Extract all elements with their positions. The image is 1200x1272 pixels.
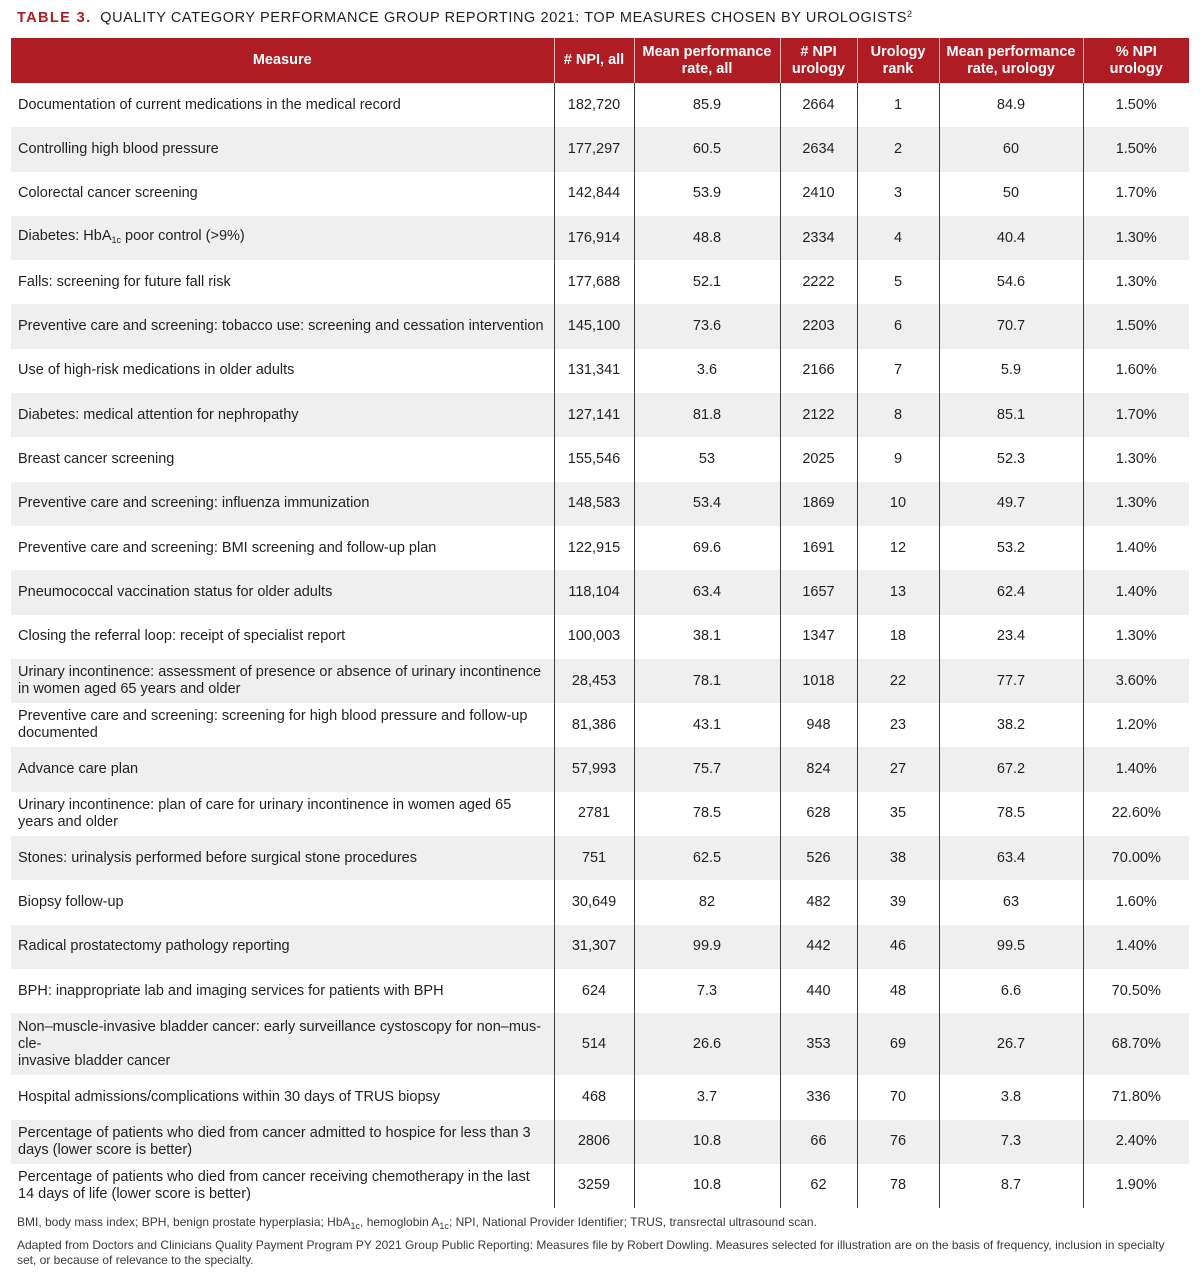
cell-rank: 48 <box>857 969 939 1013</box>
cell-npi-all: 145,100 <box>554 304 634 348</box>
cell-mean-all: 63.4 <box>634 570 780 614</box>
cell-pct-urology: 71.80% <box>1083 1075 1189 1119</box>
cell-pct-urology: 3.60% <box>1083 659 1189 703</box>
table-caption <box>100 10 912 26</box>
table-row <box>11 304 1189 348</box>
cell-mean-urology: 52.3 <box>939 437 1083 481</box>
cell-npi-all: 100,003 <box>554 615 634 659</box>
cell-rank: 13 <box>857 570 939 614</box>
cell-npi-urology: 353 <box>780 1013 857 1075</box>
cell-npi-urology: 1691 <box>780 526 857 570</box>
cell-npi-urology: 66 <box>780 1120 857 1164</box>
cell-measure: Advance care plan <box>11 747 554 791</box>
cell-mean-all: 82 <box>634 880 780 924</box>
cell-npi-urology: 440 <box>780 969 857 1013</box>
cell-pct-urology: 1.40% <box>1083 747 1189 791</box>
cell-measure: Breast cancer screening <box>11 437 554 481</box>
cell-pct-urology: 1.70% <box>1083 172 1189 216</box>
cell-mean-urology: 63 <box>939 880 1083 924</box>
cell-npi-all: 148,583 <box>554 482 634 526</box>
cell-npi-all: 118,104 <box>554 570 634 614</box>
table-number: TABLE 3. <box>17 10 92 26</box>
cell-rank: 39 <box>857 880 939 924</box>
cell-pct-urology: 22.60% <box>1083 792 1189 836</box>
table-row <box>11 570 1189 614</box>
cell-rank: 3 <box>857 172 939 216</box>
cell-measure: Percentage of patients who died from cancer receiving chemotherapy in the last 14 days of life (lower score is better) <box>11 1164 554 1208</box>
cell-mean-urology: 53.2 <box>939 526 1083 570</box>
cell-mean-urology: 8.7 <box>939 1164 1083 1208</box>
cell-npi-all: 751 <box>554 836 634 880</box>
cell-mean-urology: 3.8 <box>939 1075 1083 1119</box>
cell-npi-urology: 2025 <box>780 437 857 481</box>
table-row <box>11 437 1189 481</box>
cell-mean-all: 43.1 <box>634 703 780 747</box>
cell-measure: Closing the referral loop: receipt of specialist report <box>11 615 554 659</box>
cell-mean-all: 10.8 <box>634 1164 780 1208</box>
cell-rank: 18 <box>857 615 939 659</box>
cell-measure: Colorectal cancer screening <box>11 172 554 216</box>
table-row <box>11 393 1189 437</box>
cell-pct-urology: 1.30% <box>1083 260 1189 304</box>
cell-mean-urology: 77.7 <box>939 659 1083 703</box>
cell-npi-urology: 482 <box>780 880 857 924</box>
cell-rank: 22 <box>857 659 939 703</box>
cell-rank: 78 <box>857 1164 939 1208</box>
cell-npi-urology: 442 <box>780 925 857 969</box>
cell-npi-all: 131,341 <box>554 349 634 393</box>
cell-rank: 4 <box>857 216 939 260</box>
cell-npi-all: 624 <box>554 969 634 1013</box>
cell-mean-urology: 85.1 <box>939 393 1083 437</box>
cell-measure: Preventive care and screening: influenza immunization <box>11 482 554 526</box>
cell-pct-urology: 1.40% <box>1083 526 1189 570</box>
cell-npi-all: 122,915 <box>554 526 634 570</box>
cell-measure: Radical prostatectomy pathology reporting <box>11 925 554 969</box>
table-row <box>11 1164 1189 1208</box>
cell-mean-urology: 6.6 <box>939 969 1083 1013</box>
cell-measure: Percentage of patients who died from cancer admitted to hospice for less than 3 days (lower score is better) <box>11 1120 554 1164</box>
cell-npi-urology: 2634 <box>780 127 857 171</box>
cell-npi-all: 31,307 <box>554 925 634 969</box>
cell-measure: Diabetes: HbA$_{1c}$ poor control (>9%) <box>11 216 554 260</box>
cell-measure: Non–muscle-invasive bladder cancer: early surveillance cystoscopy for non–mus- cle- invasive bladder cancer <box>11 1013 554 1075</box>
table-row <box>11 836 1189 880</box>
table-row <box>11 172 1189 216</box>
cell-measure: Controlling high blood pressure <box>11 127 554 171</box>
cell-mean-urology: 50 <box>939 172 1083 216</box>
table-row <box>11 925 1189 969</box>
cell-pct-urology: 1.30% <box>1083 482 1189 526</box>
cell-npi-all: 176,914 <box>554 216 634 260</box>
cell-pct-urology: 1.60% <box>1083 349 1189 393</box>
cell-measure: Hospital admissions/complications within 30 days of TRUS biopsy <box>11 1075 554 1119</box>
table-row <box>11 260 1189 304</box>
cell-npi-urology: 336 <box>780 1075 857 1119</box>
cell-npi-all: 142,844 <box>554 172 634 216</box>
cell-mean-all: 53 <box>634 437 780 481</box>
cell-npi-urology: 2334 <box>780 216 857 260</box>
cell-rank: 69 <box>857 1013 939 1075</box>
cell-mean-all: 69.6 <box>634 526 780 570</box>
cell-npi-all: 2806 <box>554 1120 634 1164</box>
cell-npi-urology: 526 <box>780 836 857 880</box>
cell-npi-urology: 2166 <box>780 349 857 393</box>
cell-npi-urology: 2410 <box>780 172 857 216</box>
cell-npi-all: 182,720 <box>554 83 634 127</box>
cell-mean-urology: 54.6 <box>939 260 1083 304</box>
cell-measure: Falls: screening for future fall risk <box>11 260 554 304</box>
cell-mean-all: 75.7 <box>634 747 780 791</box>
cell-mean-all: 52.1 <box>634 260 780 304</box>
cell-npi-all: 514 <box>554 1013 634 1075</box>
cell-pct-urology: 1.70% <box>1083 393 1189 437</box>
cell-rank: 46 <box>857 925 939 969</box>
cell-npi-all: 3259 <box>554 1164 634 1208</box>
cell-measure: Documentation of current medications in the medical record <box>11 83 554 127</box>
cell-mean-all: 3.6 <box>634 349 780 393</box>
cell-mean-urology: 62.4 <box>939 570 1083 614</box>
table-title <box>17 9 1187 29</box>
cell-rank: 38 <box>857 836 939 880</box>
cell-npi-urology: 1347 <box>780 615 857 659</box>
cell-mean-urology: 49.7 <box>939 482 1083 526</box>
cell-mean-all: 26.6 <box>634 1013 780 1075</box>
cell-mean-all: 60.5 <box>634 127 780 171</box>
cell-rank: 10 <box>857 482 939 526</box>
table-header <box>11 38 1189 83</box>
cell-mean-urology: 23.4 <box>939 615 1083 659</box>
cell-measure: Diabetes: medical attention for nephropathy <box>11 393 554 437</box>
cell-rank: 76 <box>857 1120 939 1164</box>
header-measure: Measure <box>11 38 554 83</box>
cell-mean-urology: 40.4 <box>939 216 1083 260</box>
cell-rank: 7 <box>857 349 939 393</box>
table-row <box>11 216 1189 260</box>
cell-pct-urology: 1.40% <box>1083 570 1189 614</box>
cell-mean-urology: 78.5 <box>939 792 1083 836</box>
table-body <box>11 83 1189 1208</box>
table-row <box>11 526 1189 570</box>
cell-mean-urology: 99.5 <box>939 925 1083 969</box>
header-pct-npi-urology: % NPI urology <box>1083 38 1189 83</box>
abbreviations-footnote: BMI, body mass index; BPH, benign prostate hyperplasia; HbA$_{1c}$, hemoglobin $A_{1c}$; NPI, National Provider Identifier; TRUS, transrectal ultrasound scan. <box>17 1215 817 1231</box>
cell-npi-all: 177,688 <box>554 260 634 304</box>
cell-measure: Stones: urinalysis performed before surgical stone procedures <box>11 836 554 880</box>
cell-mean-all: 78.5 <box>634 792 780 836</box>
cell-mean-all: 38.1 <box>634 615 780 659</box>
cell-mean-urology: 38.2 <box>939 703 1083 747</box>
cell-mean-all: 81.8 <box>634 393 780 437</box>
cell-mean-all: 3.7 <box>634 1075 780 1119</box>
cell-measure: Preventive care and screening: screening for high blood pressure and follow-up documented <box>11 703 554 747</box>
cell-npi-all: 57,993 <box>554 747 634 791</box>
cell-pct-urology: 1.30% <box>1083 437 1189 481</box>
cell-mean-urology: 70.7 <box>939 304 1083 348</box>
cell-npi-urology: 948 <box>780 703 857 747</box>
cell-measure: Pneumococcal vaccination status for older adults <box>11 570 554 614</box>
cell-npi-urology: 1657 <box>780 570 857 614</box>
cell-npi-all: 2781 <box>554 792 634 836</box>
cell-mean-all: 48.8 <box>634 216 780 260</box>
header-mean-urology: Mean performance rate, urology <box>939 38 1083 83</box>
cell-pct-urology: 2.40% <box>1083 1120 1189 1164</box>
cell-rank: 5 <box>857 260 939 304</box>
cell-npi-urology: 824 <box>780 747 857 791</box>
cell-pct-urology: 1.50% <box>1083 83 1189 127</box>
cell-rank: 35 <box>857 792 939 836</box>
cell-pct-urology: 68.70% <box>1083 1013 1189 1075</box>
source-footnote: Adapted from Doctors and Clinicians Quality Payment Program PY 2021 Group Public Reporting: Measures file by Robert Dowling. Measures selected for illustration are on the basis of frequency, inclusion in specialty set, or because of relevance to the specialty. <box>17 1238 1165 1267</box>
cell-npi-all: 155,546 <box>554 437 634 481</box>
table-row <box>11 703 1189 747</box>
cell-rank: 8 <box>857 393 939 437</box>
cell-npi-urology: 1869 <box>780 482 857 526</box>
cell-npi-urology: 2122 <box>780 393 857 437</box>
table-row <box>11 1013 1189 1075</box>
table-row <box>11 83 1189 127</box>
cell-measure: Preventive care and screening: tobacco use: screening and cessation intervention <box>11 304 554 348</box>
cell-npi-urology: 62 <box>780 1164 857 1208</box>
cell-pct-urology: 1.50% <box>1083 304 1189 348</box>
table-row <box>11 747 1189 791</box>
cell-mean-all: 85.9 <box>634 83 780 127</box>
cell-measure: BPH: inappropriate lab and imaging services for patients with BPH <box>11 969 554 1013</box>
header-npi-urology: # NPI urology <box>780 38 857 83</box>
cell-pct-urology: 1.50% <box>1083 127 1189 171</box>
cell-pct-urology: 1.30% <box>1083 615 1189 659</box>
cell-npi-urology: 2664 <box>780 83 857 127</box>
cell-npi-all: 127,141 <box>554 393 634 437</box>
cell-measure: Urinary incontinence: plan of care for urinary incontinence in women aged 65 years and older <box>11 792 554 836</box>
cell-npi-urology: 2203 <box>780 304 857 348</box>
cell-mean-urology: 60 <box>939 127 1083 171</box>
cell-mean-all: 62.5 <box>634 836 780 880</box>
cell-rank: 12 <box>857 526 939 570</box>
cell-pct-urology: 1.20% <box>1083 703 1189 747</box>
cell-pct-urology: 70.00% <box>1083 836 1189 880</box>
cell-npi-all: 28,453 <box>554 659 634 703</box>
cell-rank: 27 <box>857 747 939 791</box>
cell-mean-all: 53.9 <box>634 172 780 216</box>
cell-mean-all: 99.9 <box>634 925 780 969</box>
cell-pct-urology: 70.50% <box>1083 969 1189 1013</box>
measures-table <box>11 38 1189 1208</box>
cell-rank: 9 <box>857 437 939 481</box>
table-row <box>11 1075 1189 1119</box>
cell-rank: 1 <box>857 83 939 127</box>
cell-mean-all: 73.6 <box>634 304 780 348</box>
table-row <box>11 615 1189 659</box>
cell-npi-urology: 1018 <box>780 659 857 703</box>
cell-measure: Use of high-risk medications in older adults <box>11 349 554 393</box>
cell-rank: 6 <box>857 304 939 348</box>
cell-pct-urology: 1.40% <box>1083 925 1189 969</box>
table-row <box>11 127 1189 171</box>
cell-mean-urology: 26.7 <box>939 1013 1083 1075</box>
cell-rank: 70 <box>857 1075 939 1119</box>
cell-pct-urology: 1.60% <box>1083 880 1189 924</box>
cell-mean-urology: 84.9 <box>939 83 1083 127</box>
cell-mean-urology: 63.4 <box>939 836 1083 880</box>
cell-pct-urology: 1.30% <box>1083 216 1189 260</box>
cell-measure: Preventive care and screening: BMI screening and follow-up plan <box>11 526 554 570</box>
cell-npi-all: 81,386 <box>554 703 634 747</box>
table-row <box>11 349 1189 393</box>
cell-mean-urology: 67.2 <box>939 747 1083 791</box>
table-row <box>11 792 1189 836</box>
cell-mean-all: 53.4 <box>634 482 780 526</box>
table-row <box>11 482 1189 526</box>
cell-npi-all: 30,649 <box>554 880 634 924</box>
cell-mean-urology: 5.9 <box>939 349 1083 393</box>
reference-number: 2 <box>906 9 913 19</box>
cell-rank: 23 <box>857 703 939 747</box>
table-row <box>11 880 1189 924</box>
cell-mean-all: 78.1 <box>634 659 780 703</box>
table-row <box>11 659 1189 703</box>
table-caption-text: QUALITY CATEGORY PERFORMANCE GROUP REPORTING 2021: TOP MEASURES CHOSEN BY UROLOGISTS <box>100 10 907 26</box>
cell-rank: 2 <box>857 127 939 171</box>
cell-pct-urology: 1.90% <box>1083 1164 1189 1208</box>
cell-npi-all: 468 <box>554 1075 634 1119</box>
cell-npi-urology: 2222 <box>780 260 857 304</box>
cell-npi-all: 177,297 <box>554 127 634 171</box>
header-urology-rank: Urology rank <box>857 38 939 83</box>
cell-mean-all: 10.8 <box>634 1120 780 1164</box>
cell-measure: Urinary incontinence: assessment of presence or absence of urinary incontinence in women aged 65 years and older <box>11 659 554 703</box>
cell-measure: Biopsy follow-up <box>11 880 554 924</box>
cell-npi-urology: 628 <box>780 792 857 836</box>
cell-mean-all: 7.3 <box>634 969 780 1013</box>
table-row <box>11 1120 1189 1164</box>
table-row <box>11 969 1189 1013</box>
header-mean-all: Mean performance rate, all <box>634 38 780 83</box>
cell-mean-urology: 7.3 <box>939 1120 1083 1164</box>
header-npi-all: # NPI, all <box>554 38 634 83</box>
